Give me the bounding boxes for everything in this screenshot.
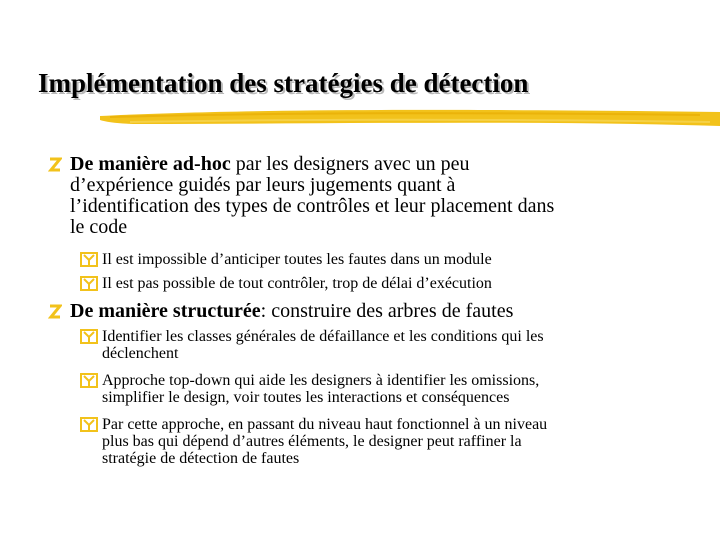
bullet-2-text: De manière structurée: construire des arbres de fautes (70, 300, 514, 322)
y-bullet-icon (80, 329, 98, 344)
y-bullet-icon (80, 276, 98, 291)
bullet-1-text: De manière ad-hoc par les designers avec un peu d’expérience guidés par leurs jugements quant à l’identification des types de contrôles et leur placement dans le code (70, 153, 555, 238)
bullet-1-bold: De manière ad-hoc (70, 153, 231, 175)
z-bullet-icon (48, 156, 62, 173)
y-bullet-icon (80, 417, 98, 432)
slide-title: Implémentation des stratégies de détection (38, 68, 529, 98)
z-bullet-icon (48, 303, 62, 320)
y-bullet-icon (80, 252, 98, 267)
y-bullet-icon (80, 373, 98, 388)
title-underline-brushstroke (100, 104, 720, 132)
bullet-2-bold: De manière structurée (70, 300, 261, 322)
